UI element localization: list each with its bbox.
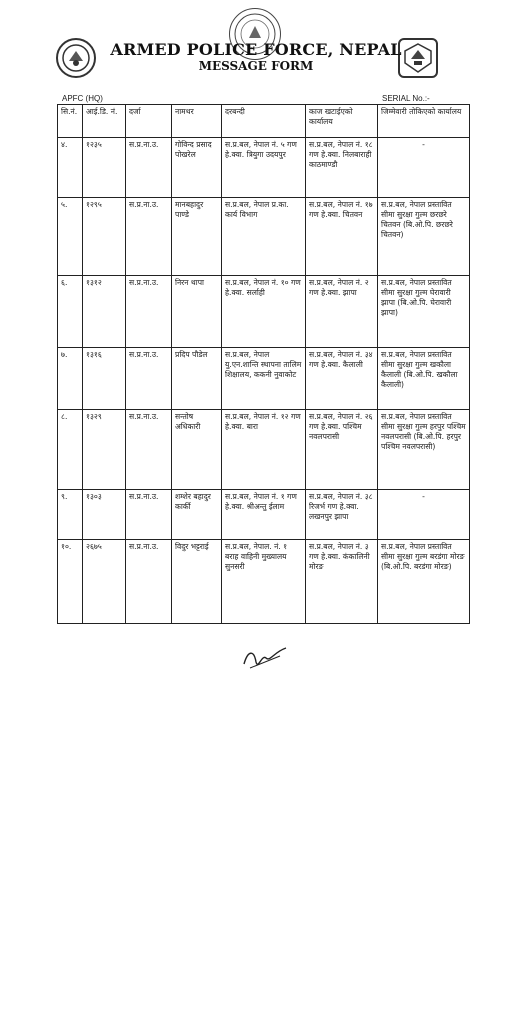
page-title: ARMED POLICE FORCE, NEPAL — [110, 40, 402, 59]
cell-name: विदुर भट्टराई — [172, 540, 222, 624]
cell-deputed-office: स.प्र.बल, नेपाल नं. २ गण हे.क्वा. झापा — [306, 276, 378, 348]
cell-serial: ४. — [58, 138, 83, 198]
cell-serial: ७. — [58, 348, 83, 410]
cell-assigned-office: स.प्र.बल, नेपाल प्रस्तावित सीमा सुरक्षा गुल्म घेरावारी झापा (बि.ओ.पि. घेरावारी झापा) — [378, 276, 470, 348]
table-row — [58, 540, 470, 624]
cell-name: प्रदिप पौडेल — [172, 348, 222, 410]
transfer-table — [57, 104, 470, 624]
table-row — [58, 348, 470, 410]
cell-serial: ६. — [58, 276, 83, 348]
header-serial: सि.नं. — [58, 105, 83, 138]
header-post: दरबन्दी — [222, 105, 306, 138]
office-code: APFC (HQ) — [62, 94, 103, 103]
cell-deputed-office: स.प्र.बल, नेपाल नं. ३४ गण हे.क्वा. कैलाली — [306, 348, 378, 410]
table-row — [58, 410, 470, 490]
page-subtitle: MESSAGE FORM — [198, 59, 314, 73]
cell-rank: स.प्र.ना.उ. — [126, 348, 172, 410]
cell-assigned-office: स.प्र.बल, नेपाल प्रस्तावित सीमा सुरक्षा गुल्म हरपुर पश्चिम नवलपरासी (बि.ओ.पि. हरपुर पश्चिम नवलपरासी) — [378, 410, 470, 490]
cell-assigned-office: स.प्र.बल, नेपाल प्रस्तावित सीमा सुरक्षा गुल्म खकौला कैलाली (बि.ओ.पि. खकौला कैलाली) — [378, 348, 470, 410]
cell-id: १२३५ — [83, 138, 126, 198]
cell-assigned-office: स.प्र.बल, नेपाल प्रस्तावित सीमा सुरक्षा गुल्म छरछरे चितवन (बि.ओ.पि. छरछरे चितवन) — [378, 198, 470, 276]
handwritten-signature — [240, 644, 290, 674]
cell-post: स.प्र.बल, नेपाल नं. १२ गण हे.क्वा. बारा — [222, 410, 306, 490]
cell-deputed-office: स.प्र.बल, नेपाल नं. २६ गण हे.क्वा. पश्चिम नवलपरासी — [306, 410, 378, 490]
table-row — [58, 276, 470, 348]
cell-post: स.प्र.बल, नेपाल यु.एन.शान्ति स्थापना तालिम शिक्षालय, ककनी नुवाकोट — [222, 348, 306, 410]
cell-post: स.प्र.बल, नेपाल नं. १ गण हे.क्वा. श्रीअन्तु ईलाम — [222, 490, 306, 540]
cell-id: १३१६ — [83, 348, 126, 410]
header-id: आई.डि. नं. — [83, 105, 126, 138]
cell-serial: ५. — [58, 198, 83, 276]
header-rank: दर्जा — [126, 105, 172, 138]
cell-assigned-office: - — [378, 490, 470, 540]
cell-deputed-office: स.प्र.बल, नेपाल नं. १८ गण हे.क्वा. निलबाराही काठमाण्डौ — [306, 138, 378, 198]
cell-post: स.प्र.बल, नेपाल नं. १० गण हे.क्वा. सर्लाही — [222, 276, 306, 348]
cell-name: सन्तोष अधिकारी — [172, 410, 222, 490]
serial-number-label: SERIAL No.:- — [382, 94, 430, 103]
header-name: नामथर — [172, 105, 222, 138]
cell-deputed-office: स.प्र.बल, नेपाल नं. ३ गण हे.क्वा. कंकालिनी मोरङ — [306, 540, 378, 624]
cell-rank: स.प्र.ना.उ. — [126, 276, 172, 348]
cell-rank: स.प्र.ना.उ. — [126, 540, 172, 624]
cell-id: २६७५ — [83, 540, 126, 624]
cell-deputed-office: स.प्र.बल, नेपाल नं. ३८ रिजर्भ गण हे.क्वा. लखनपुर झापा — [306, 490, 378, 540]
cell-assigned-office: - — [378, 138, 470, 198]
cell-id: १३२९ — [83, 410, 126, 490]
cell-name: गोविन्द प्रसाद पोखरेल — [172, 138, 222, 198]
cell-id: १३१२ — [83, 276, 126, 348]
cell-post: स.प्र.बल, नेपाल प्र.का. कार्य विभाग — [222, 198, 306, 276]
cell-id: १२९५ — [83, 198, 126, 276]
table-header-row — [58, 105, 470, 138]
cell-rank: स.प्र.ना.उ. — [126, 490, 172, 540]
cell-assigned-office: स.प्र.बल, नेपाल प्रस्तावित सीमा सुरक्षा गुल्म बरडंगा मोरङ (बि.ओ.पि. बरडंगा मोरङ) — [378, 540, 470, 624]
header-deputed-office: काज खटाईएको कार्यालय — [306, 105, 378, 138]
cell-rank: स.प्र.ना.उ. — [126, 410, 172, 490]
cell-rank: स.प्र.ना.उ. — [126, 198, 172, 276]
table-row — [58, 490, 470, 540]
cell-serial: ९. — [58, 490, 83, 540]
cell-post: स.प्र.बल, नेपाल. नं. १ बराह वाहिनी मुख्यालय सुनसरी — [222, 540, 306, 624]
cell-deputed-office: स.प्र.बल, नेपाल नं. १७ गण हे.क्वा. चितवन — [306, 198, 378, 276]
cell-serial: ८. — [58, 410, 83, 490]
cell-rank: स.प्र.ना.उ. — [126, 138, 172, 198]
cell-name: शम्शेर बहादुर कार्की — [172, 490, 222, 540]
table-row — [58, 198, 470, 276]
cell-name: निरन थापा — [172, 276, 222, 348]
header-assigned-office: जिम्मेवारी तोकिएको कार्यालय — [378, 105, 470, 138]
cell-serial: १०. — [58, 540, 83, 624]
cell-id: १३०३ — [83, 490, 126, 540]
table-row — [58, 138, 470, 198]
cell-post: स.प्र.बल, नेपाल नं. ५ गण हे.क्वा. त्रियुगा उदयपुर — [222, 138, 306, 198]
cell-name: मानबहादुर पाण्डे — [172, 198, 222, 276]
